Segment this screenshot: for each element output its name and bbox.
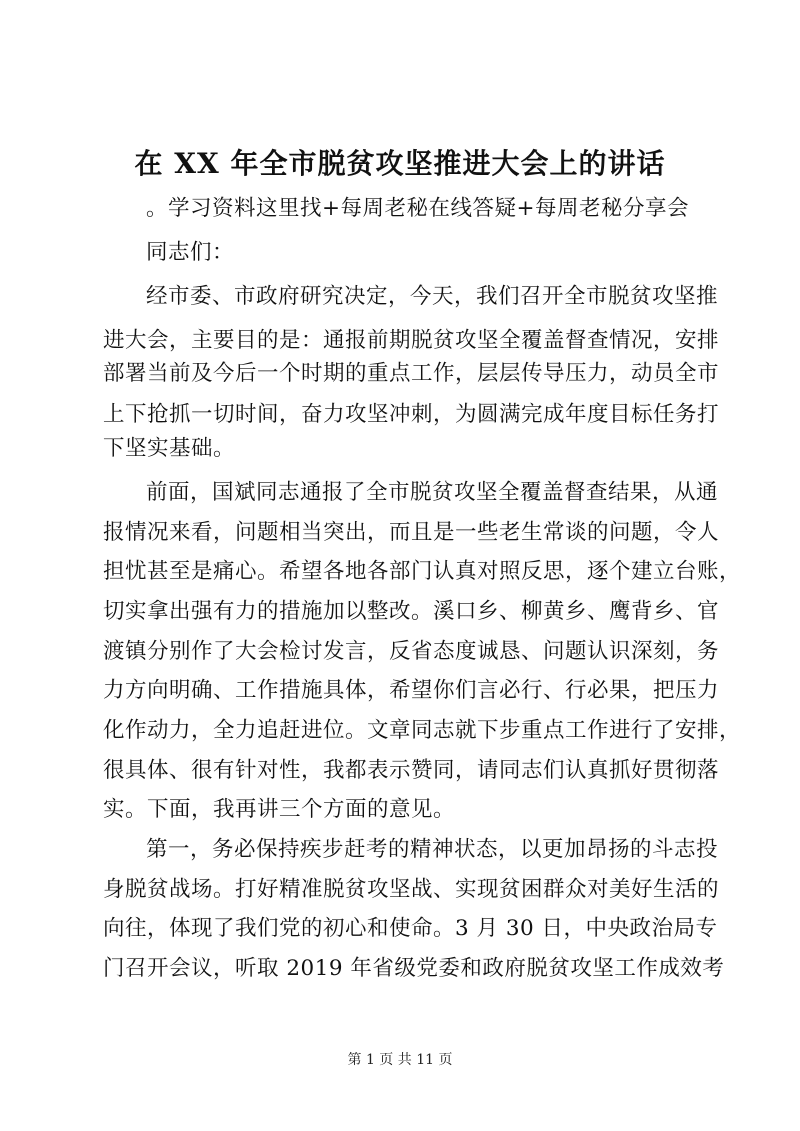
text-line: 化作动力，全力追赶进位。文章同志就下步重点工作进行了安排， [103,718,742,743]
text-line: 身脱贫战场。打好精准脱贫攻坚战、实现贫困群众对美好生活的 [103,877,720,902]
text-line: 进大会，主要目的是：通报前期脱贫攻坚全覆盖督查情况，安排 [103,328,720,353]
document-title: 在 XX 年全市脱贫攻坚推进大会上的讲话 [134,147,666,180]
text-line: 实。下面，我再讲三个方面的意见。 [103,797,456,822]
text-line: 部署当前及今后一个时期的重点工作，层层传导压力，动员全市 [103,361,720,386]
text-line: 门召开会议，听取 2019 年省级党委和政府脱贫攻坚工作成效考 [103,956,725,981]
text-line: 渡镇分别作了大会检讨发言，反省态度诚恳、问题认识深刻，务 [103,639,720,664]
text-line: 报情况来看，问题相当突出，而且是一些老生常谈的问题，令人 [103,520,720,545]
text-line: 上下抢抓一切时间，奋力攻坚冲刺，为圆满完成年度目标任务打 [103,402,720,427]
text-line: 同志们： [146,240,235,265]
text-line: 前面，国斌同志通报了全市脱贫攻坚全覆盖督查结果，从通 [146,480,719,505]
text-line: 下坚实基础。 [103,436,236,461]
text-line: 很具体、很有针对性，我都表示赞同，请同志们认真抓好贯彻落 [103,758,720,783]
text-line: 切实拿出强有力的措施加以整改。溪口乡、柳黄乡、鹰背乡、官 [103,599,720,624]
text-line: 力方向明确、工作措施具体，希望你们言必行、行必果，把压力 [103,678,720,703]
text-line: 向往，体现了我们党的初心和使命。3 月 30 日，中央政治局专 [103,916,718,941]
text-line: 担忧甚至是痛心。希望各地各部门认真对照反思，逐个建立台账， [103,559,742,584]
text-line: 。学习资料这里找+每周老秘在线答疑+每周老秘分享会 [146,196,690,221]
text-line: 第一，务必保持疾步赶考的精神状态，以更加昂扬的斗志投 [146,837,719,862]
text-line: 经市委、市政府研究决定，今天，我们召开全市脱贫攻坚推 [146,284,719,309]
page-number-footer: 第 1 页 共 11 页 [347,1052,453,1068]
